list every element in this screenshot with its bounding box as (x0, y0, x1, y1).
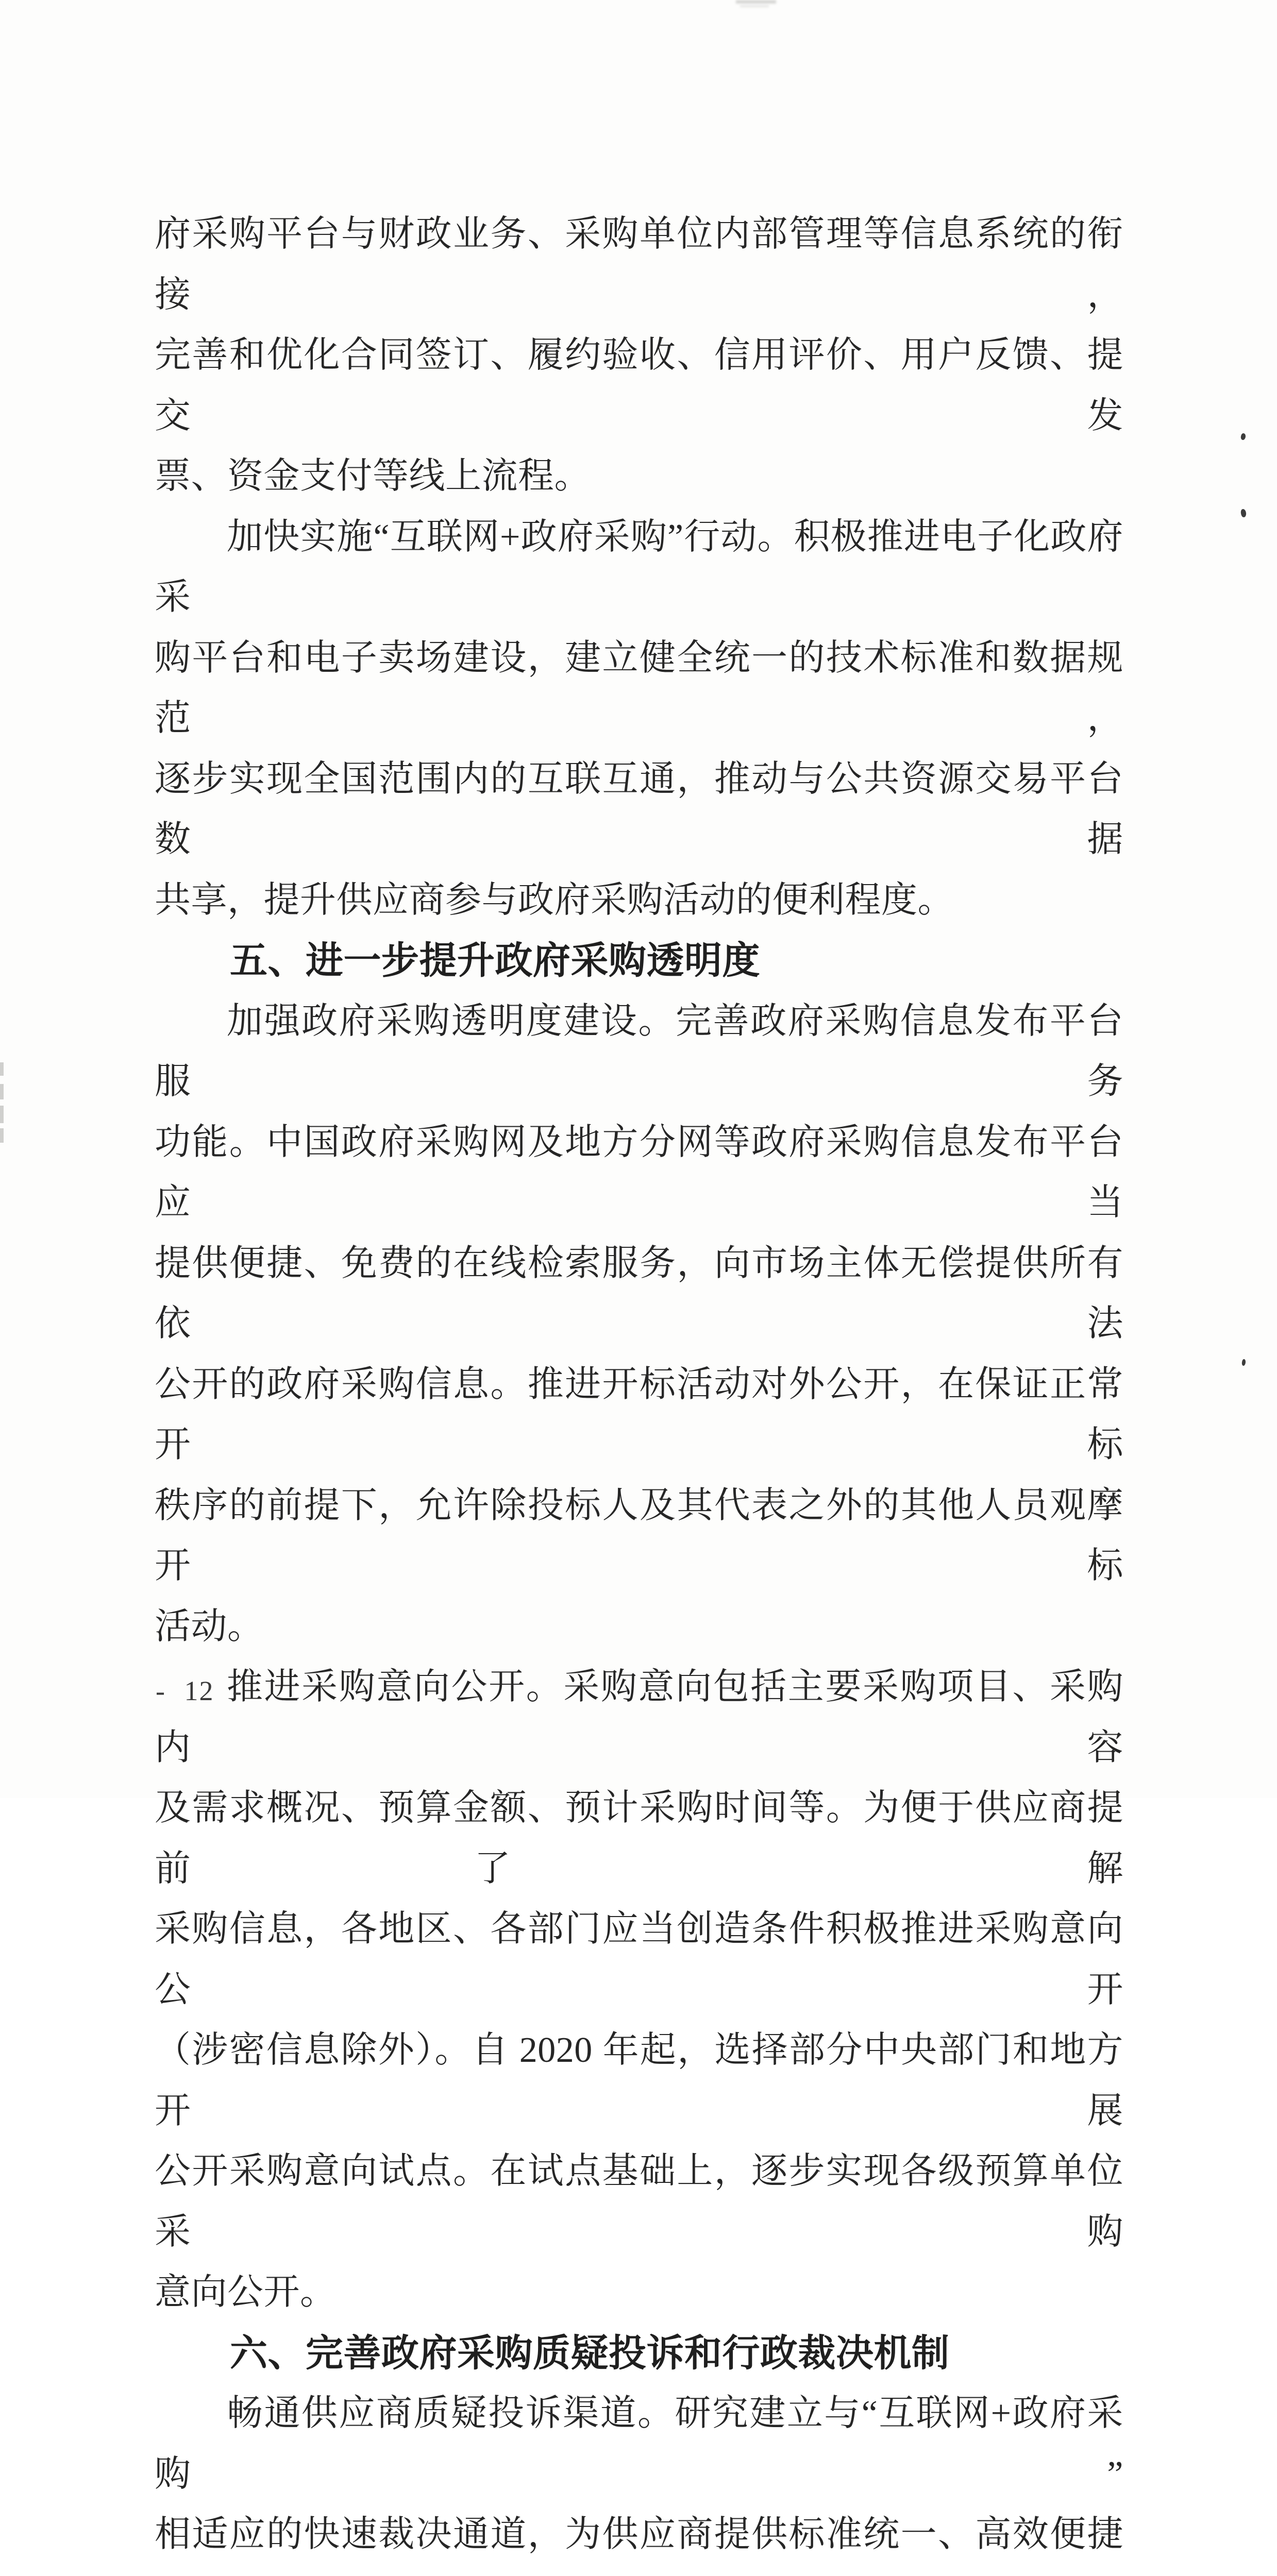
text-line: 畅通供应商质疑投诉渠道。研究建立与“互联网+政府采购” (155, 2394, 1123, 2494)
scan-artifact-speck (1240, 433, 1247, 440)
text-line: 完善和优化合同签订、履约验收、信用评价、用户反馈、提交发 (155, 335, 1123, 436)
text-line: 票、资金支付等线上流程。 (155, 456, 591, 496)
text-line: 活动。 (155, 1606, 264, 1647)
scan-artifact-speck (1241, 1359, 1246, 1366)
scan-artifact-edge-mark (0, 1106, 4, 1123)
scan-artifact-smudge (740, 5, 769, 7)
section-heading: 六、完善政府采购质疑投诉和行政裁决机制 (230, 2332, 950, 2374)
text-line: 意向公开。 (155, 2273, 337, 2312)
scan-artifact-edge-mark (0, 1084, 4, 1099)
text-line: 逐步实现全国范围内的互联互通，推动与公共资源交易平台数据 (155, 759, 1123, 859)
scan-artifact-speck (1240, 509, 1247, 518)
section-heading: 五、进一步提升政府采购透明度 (230, 940, 760, 981)
text-line: 公开的政府采购信息。推进开标活动对外公开，在保证正常开标 (155, 1364, 1123, 1465)
text-line: 秩序的前提下，允许除投标人及其代表之外的其他人员观摩开标 (155, 1485, 1123, 1586)
text-line: 府采购平台与财政业务、采购单位内部管理等信息系统的衔接， (155, 214, 1123, 315)
scan-artifact-smudge (736, 0, 776, 4)
text-line: 提供便捷、免费的在线检索服务，向市场主体无偿提供所有依法 (155, 1243, 1123, 1344)
scan-artifact-edge-mark (0, 1062, 4, 1076)
text-line: 加强政府采购透明度建设。完善政府采购信息发布平台服务 (155, 1001, 1123, 1101)
text-line: 相适应的快速裁决通道，为供应商提供标准统一、高效便捷 (155, 2515, 1123, 2554)
text-line: 共享，提升供应商参与政府采购活动的便利程度。 (155, 880, 954, 920)
scan-artifact-edge-mark (0, 1128, 4, 1143)
text-line: 推进采购意向公开。采购意向包括主要采购项目、采购内容 (155, 1667, 1123, 1768)
text-line: 购平台和电子卖场建设，建立健全统一的技术标准和数据规范， (155, 638, 1123, 738)
text-line: 加快实施“互联网+政府采购”行动。积极推进电子化政府采 (155, 517, 1123, 617)
page-number: - 12 - (156, 1675, 243, 1706)
text-line: 及需求概况、预算金额、预计采购时间等。为便于供应商提前了 解 (155, 1788, 1123, 1889)
text-line: 采购信息，各地区、各部门应当创造条件积极推进采购意向公 开 (155, 1909, 1123, 2010)
text-line: 功能。中国政府采购网及地方分网等政府采购信息发布平台应当 (155, 1122, 1123, 1223)
text-line: （涉密信息除外）。自 2020 年起，选择部分中央部门和地方开 展 (155, 2030, 1123, 2131)
text-line: 公开采购意向试点。在试点基础上，逐步实现各级预算单位采购 (155, 2151, 1123, 2252)
text-block (155, 204, 1123, 2576)
